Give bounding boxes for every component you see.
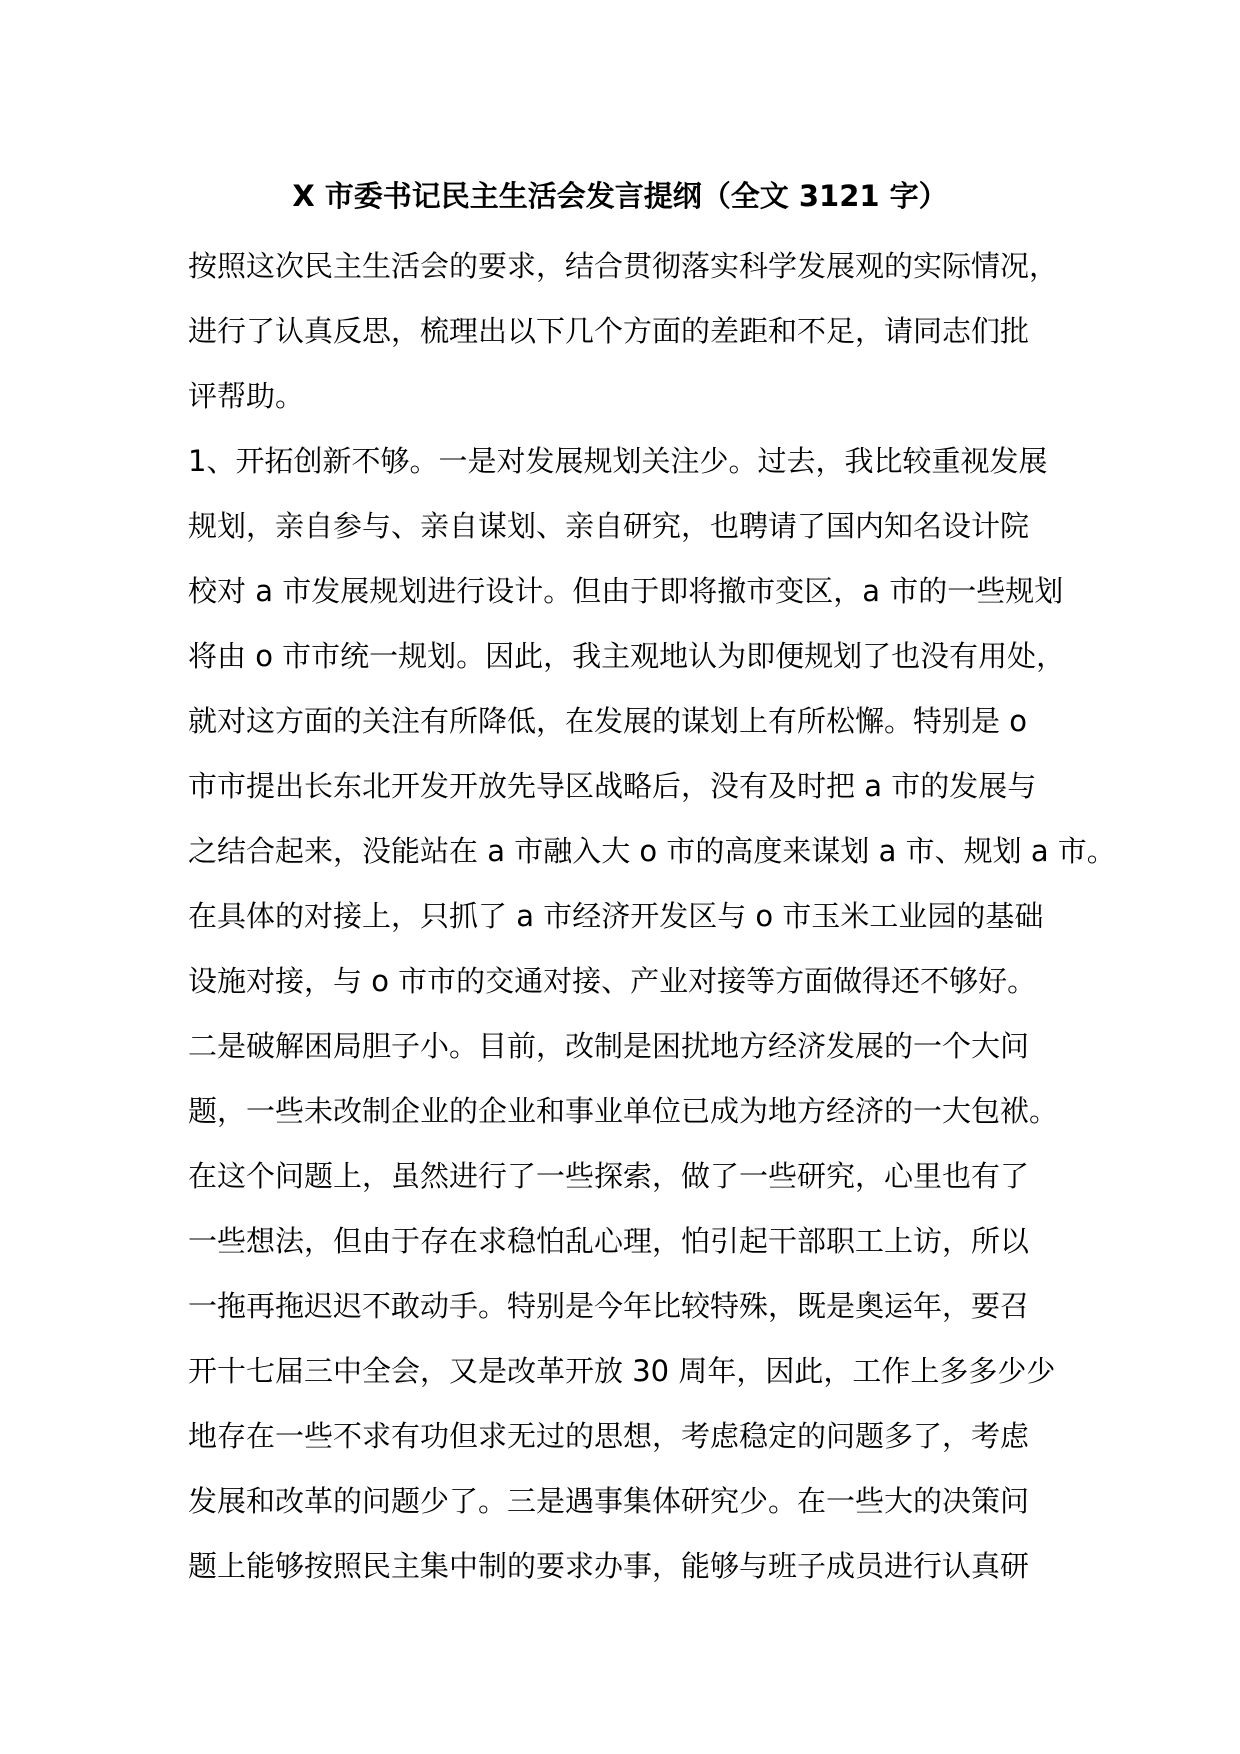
body-line: 市市提出长东北开发开放先导区战略后，没有及时把 a 市的发展与 <box>188 769 1037 803</box>
body-line: 一些想法，但由于存在求稳怕乱心理，怕引起干部职工上访，所以 <box>188 1224 1030 1258</box>
body-line: 进行了认真反思，梳理出以下几个方面的差距和不足，请同志们批 <box>188 314 1030 348</box>
body-line: 评帮助。 <box>188 379 305 413</box>
body-line: 题上能够按照民主集中制的要求办事，能够与班子成员进行认真研 <box>188 1549 1030 1583</box>
body-line: 在具体的对接上，只抓了 a 市经济开发区与 o 市玉米工业园的基础 <box>188 899 1044 933</box>
body-line: 一拖再拖迟迟不敢动手。特别是今年比较特殊，既是奥运年，要召 <box>188 1289 1030 1323</box>
body-line: 规划，亲自参与、亲自谋划、亲自研究，也聘请了国内知名设计院 <box>188 509 1030 543</box>
body-line: 地存在一些不求有功但求无过的思想，考虑稳定的问题多了，考虑 <box>188 1419 1030 1453</box>
body-line: 题，一些未改制企业的企业和事业单位已成为地方经济的一大包袱。 <box>188 1094 1059 1128</box>
body-line: 设施对接，与 o 市市的交通对接、产业对接等方面做得还不够好。 <box>188 964 1037 998</box>
body-line: 1、开拓创新不够。一是对发展规划关注少。过去，我比较重视发展 <box>188 444 1048 478</box>
body-line: 将由 o 市市统一规划。因此，我主观地认为即便规划了也没有用处， <box>188 639 1066 673</box>
body-line: 按照这次民主生活会的要求，结合贯彻落实科学发展观的实际情况， <box>188 249 1059 283</box>
document-body <box>188 234 1116 1599</box>
body-line: 之结合起来，没能站在 a 市融入大 o 市的高度来谋划 a 市、规划 a 市。 <box>188 834 1116 868</box>
body-line: 二是破解困局胆子小。目前，改制是困扰地方经济发展的一个大问 <box>188 1029 1030 1063</box>
body-line: 就对这方面的关注有所降低，在发展的谋划上有所松懈。特别是 o <box>188 704 1027 738</box>
document-title: X 市委书记民主生活会发言提纲（全文 3121 字） <box>292 179 948 213</box>
body-line: 开十七届三中全会，又是改革开放 30 周年，因此，工作上多多少少 <box>188 1354 1056 1388</box>
body-line: 在这个问题上，虽然进行了一些探索，做了一些研究，心里也有了 <box>188 1159 1030 1193</box>
body-line: 发展和改革的问题少了。三是遇事集体研究少。在一些大的决策问 <box>188 1484 1030 1518</box>
body-line: 校对 a 市发展规划进行设计。但由于即将撤市变区，a 市的一些规划 <box>188 574 1064 608</box>
